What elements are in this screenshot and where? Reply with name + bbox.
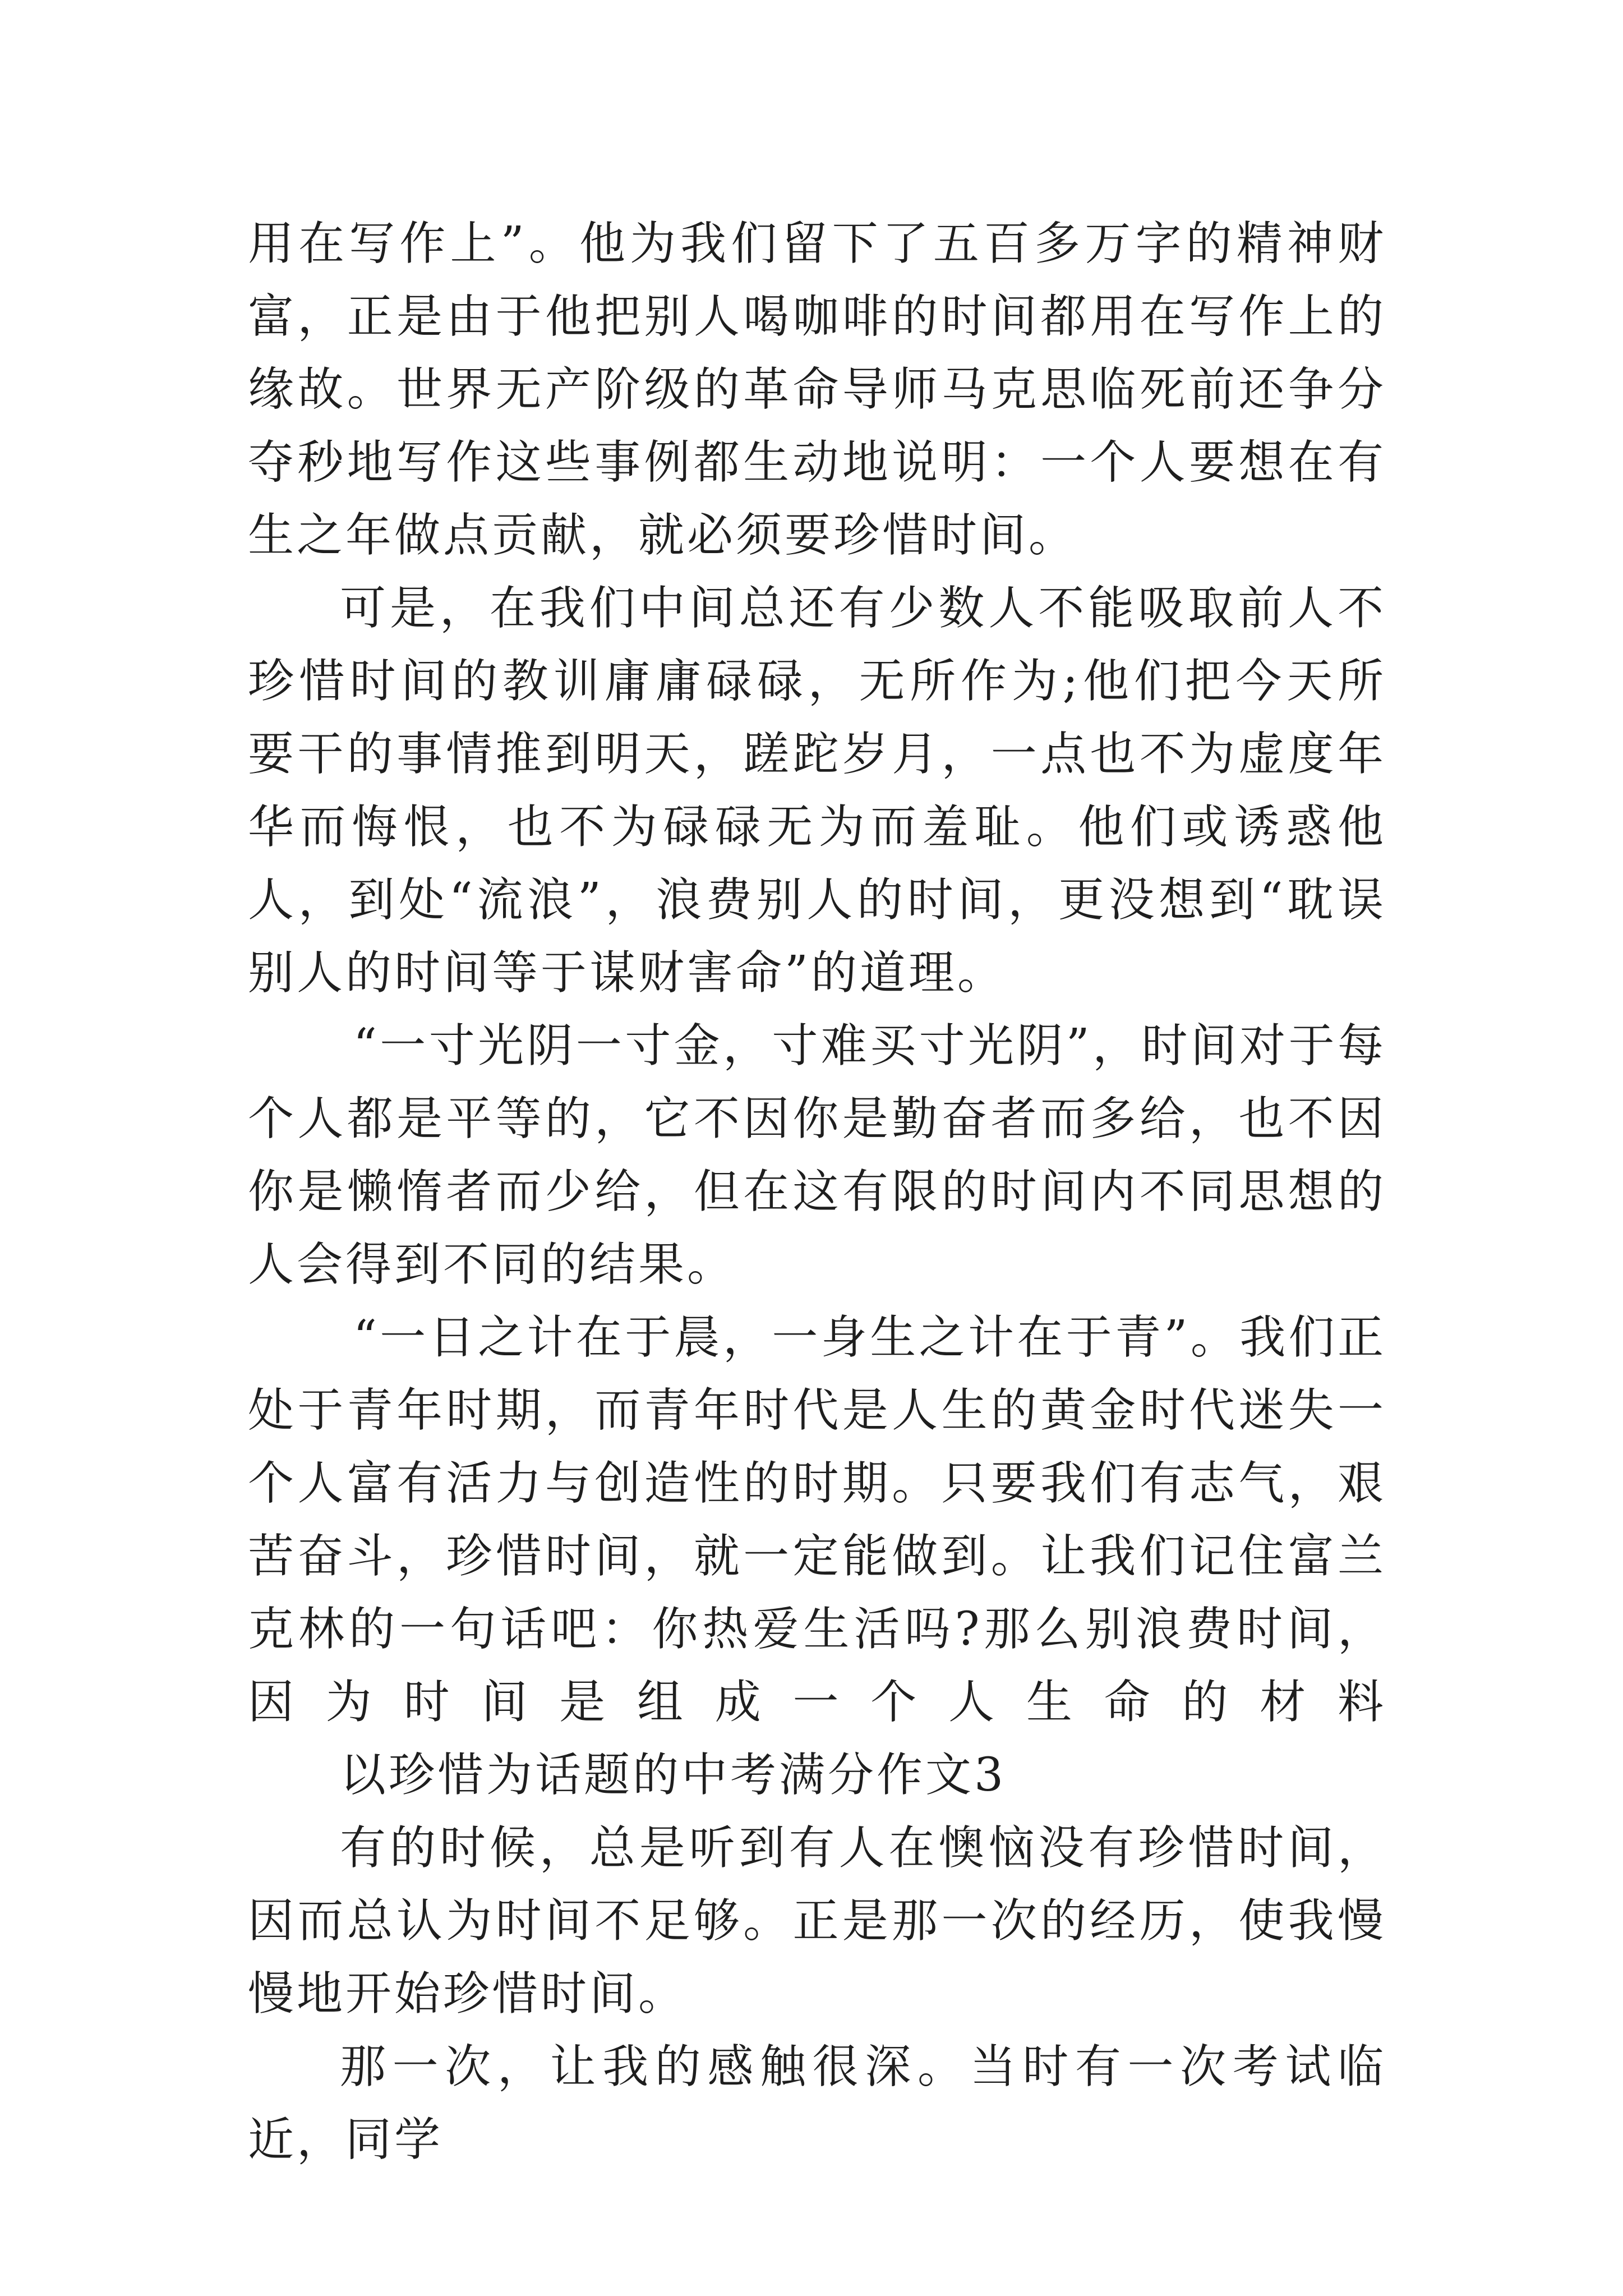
essay-heading: 以珍惜为话题的中考满分作文3 [340,1749,1007,1802]
document-body [248,208,1386,2177]
paragraph-time-wasters: 可是，在我们中间总还有少数人不能吸取前人不珍惜时间的教训庸庸碌碌，无所作为;他们把今天所要干的事情推到明天，蹉跎岁月，一点也不为虚度年华而悔恨，也不为碌碌无为而羞耻。他们或诱惑他人，到处“流浪”，浪费别人的时间，更没想到“耽误别人的时间等于谋财害命”的道理。 [248,582,1386,1000]
paragraph-golden-time: “一寸光阴一寸金，寸难买寸光阴”，时间对于每个人都是平等的，它不因你是勤奋者而多给，也不因你是懒惰者而少给，但在这有限的时间内不同思想的人会得到不同的结果。 [248,1019,1386,1291]
paragraph-essay-intro: 有的时候，总是听到有人在懊恼没有珍惜时间，因而总认为时间不足够。正是那一次的经历，使我慢慢地开始珍惜时间。 [248,1821,1386,2021]
paragraph-youth: “一日之计在于晨，一身生之计在于青”。我们正处于青年时期，而青年时代是人生的黄金时代迷失一个人富有活力与创造性的时期。只要我们有志气，艰苦奋斗，珍惜时间，就一定能做到。让我们记住富兰克林的一句话吧：你热爱生活吗?那么别浪费时间，因为时间是组成一个人生命的材料 [248,1311,1386,1729]
paragraph-essay-story: 那一次，让我的感触很深。当时有一次考试临近，同学 [248,2040,1386,2166]
paragraph-continuation: 用在写作上”。他为我们留下了五百多万字的精神财富，正是由于他把别人喝咖啡的时间都用在写作上的缘故。世界无产阶级的革命导师马克思临死前还争分夺秒地写作这些事例都生动地说明：一个人要想在有生之年做点贡献，就必须要珍惜时间。 [248,217,1386,562]
